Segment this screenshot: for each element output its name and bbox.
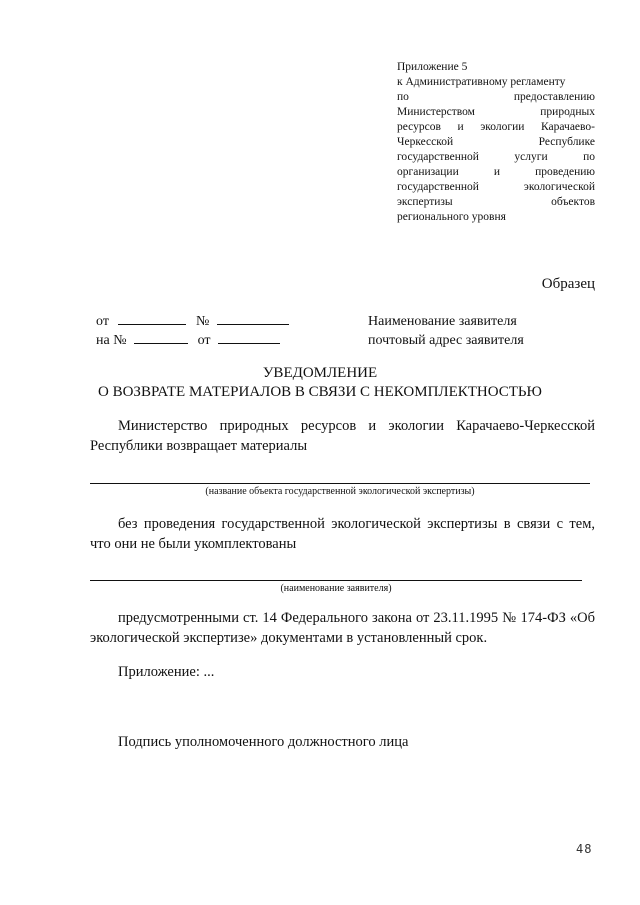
outgoing-number-row <box>96 312 289 331</box>
outgoing-requisites <box>96 312 289 350</box>
recipient-block <box>368 312 524 350</box>
title-line-1: УВЕДОМЛЕНИЕ <box>262 365 378 381</box>
appendix-word: экологии <box>480 121 525 133</box>
appendix-word: проведению <box>535 166 595 178</box>
appendix-word: природных <box>540 106 595 118</box>
appendix-word: услуги <box>514 151 548 163</box>
reply-row <box>96 331 289 350</box>
appendix-word: Республике <box>538 136 595 148</box>
appendix-word: по <box>583 151 595 163</box>
appendix-line <box>397 90 595 105</box>
attachment-line: Приложение: ... <box>118 664 215 680</box>
signature-line: Подпись уполномоченного должностного лица <box>118 734 409 750</box>
object-name-caption: (название объекта государственной экологической экспертизы) <box>205 486 475 497</box>
applicant-address: почтовый адрес заявителя <box>368 333 524 348</box>
paragraph-3: предусмотренными ст. 14 Федерального закона от 23.11.1995 № 174-ФЗ «Об экологической экспертизе» документами в установленный срок. <box>90 610 595 646</box>
appendix-word: регионального уровня <box>397 211 506 223</box>
appendix-line <box>397 150 595 165</box>
page-number: 48 <box>576 842 593 856</box>
appendix-word: ресурсов <box>397 121 441 133</box>
appendix-line <box>397 60 595 75</box>
reply-label: на № <box>96 333 127 348</box>
appendix-line <box>397 165 595 180</box>
appendix-line <box>397 210 595 225</box>
appendix-word: к Административному регламенту <box>397 76 566 88</box>
applicant-name-line <box>90 580 582 581</box>
appendix-word: Министерством <box>397 106 475 118</box>
appendix-word: государственной <box>397 151 479 163</box>
sample-label: Образец <box>541 276 595 292</box>
document-title <box>0 364 640 402</box>
reply-number-blank <box>134 331 188 344</box>
appendix-word: Черкесской <box>397 136 454 148</box>
number-blank <box>217 312 289 325</box>
appendix-word: предоставлению <box>513 91 595 103</box>
object-name-line <box>90 483 590 484</box>
appendix-line <box>397 180 595 195</box>
paragraph-2: без проведения государственной экологической экспертизы в связи с тем, что они не были укомплектованы <box>90 516 595 552</box>
applicant-name-caption: (наименование заявителя) <box>280 583 392 594</box>
reply-date-blank <box>218 331 280 344</box>
appendix-word: экспертизы <box>397 196 453 208</box>
appendix-word: государственной <box>397 181 479 193</box>
appendix-word: объектов <box>551 196 595 208</box>
appendix-line <box>397 135 595 150</box>
appendix-note <box>397 60 595 225</box>
appendix-line <box>397 120 595 135</box>
appendix-word: и <box>493 166 501 178</box>
from-label-2: от <box>197 333 211 348</box>
title-line-2: О ВОЗВРАТЕ МАТЕРИАЛОВ В СВЯЗИ С НЕКОМПЛЕКТНОСТЬЮ <box>98 384 542 400</box>
paragraph-1: Министерство природных ресурсов и экологии Карачаево-Черкесской Республики возвращает материалы <box>90 418 595 454</box>
applicant-name: Наименование заявителя <box>368 314 517 329</box>
appendix-word: экологической <box>523 181 595 193</box>
appendix-line <box>397 105 595 120</box>
appendix-word: Карачаево- <box>541 121 595 133</box>
appendix-line <box>397 195 595 210</box>
appendix-word: и <box>457 121 464 133</box>
date-blank <box>118 312 186 325</box>
appendix-word: организации <box>397 166 459 178</box>
appendix-word: Приложение 5 <box>397 61 468 73</box>
from-label: от <box>96 314 109 329</box>
number-sign: № <box>195 314 210 329</box>
appendix-word: по <box>397 91 409 103</box>
appendix-line <box>397 75 595 90</box>
